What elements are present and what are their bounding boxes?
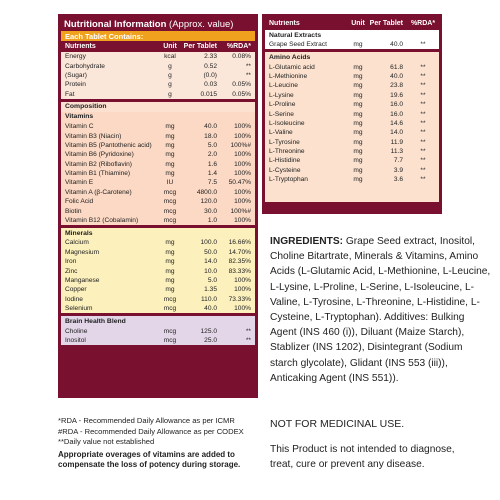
- table-row: [61, 276, 255, 285]
- nutrient-per-tablet: (0.0): [203, 71, 217, 79]
- nutrient-rda: 100%: [234, 160, 251, 168]
- nutrient-name: L-Isoleucine: [269, 119, 305, 127]
- nutrient-rda: 100%: [234, 170, 251, 178]
- nutrient-unit: mg: [165, 160, 175, 168]
- nutrient-per-tablet: 11.3: [390, 148, 403, 156]
- nutrient-unit: mcg: [163, 327, 177, 335]
- nutrient-per-tablet: 110.0: [200, 295, 217, 303]
- nutrient-per-tablet: 125.0: [200, 327, 217, 335]
- table-row: [265, 156, 439, 165]
- nutrient-rda: **: [420, 166, 426, 174]
- nutrient-unit: g: [168, 71, 172, 79]
- nutrient-unit: mg: [165, 258, 175, 266]
- nutrient-unit: mg: [165, 132, 175, 140]
- title-note: (Approx. value): [169, 19, 234, 30]
- nutrient-unit: mg: [353, 82, 363, 90]
- nutrient-per-tablet: 40.0: [204, 123, 217, 131]
- nutrient-unit: mg: [353, 129, 363, 137]
- nutrient-rda: 100%: [234, 123, 251, 131]
- vitamin-block: [61, 122, 255, 225]
- nutrient-unit: mg: [165, 170, 175, 178]
- nutrient-per-tablet: 0.015: [200, 90, 217, 98]
- nutrient-per-tablet: 14.0: [204, 258, 217, 266]
- nutrient-name: Inositol: [65, 336, 86, 344]
- nutrient-name: L-Valine: [269, 129, 293, 137]
- nutrient-per-tablet: 50.0: [204, 248, 217, 256]
- nutrient-name: Biotin: [65, 207, 82, 215]
- table-row: [265, 147, 439, 156]
- nutrient-rda: **: [420, 101, 426, 109]
- nutrient-rda: **: [245, 71, 251, 79]
- table-row: [265, 91, 439, 100]
- right-column-headers: [265, 17, 439, 30]
- nutrient-name: Energy: [65, 53, 86, 61]
- nutrient-per-tablet: 1.6: [207, 160, 217, 168]
- table-row: [61, 238, 255, 247]
- nutrient-per-tablet: 100.0: [200, 239, 217, 247]
- table-row: [61, 216, 255, 225]
- composition-label: Composition: [61, 102, 255, 112]
- energy-block: [61, 52, 255, 99]
- table-row: [61, 141, 255, 150]
- nutrient-unit: IU: [166, 179, 174, 187]
- nutrient-name: Carbohydrate: [65, 62, 105, 70]
- nutrient-rda: **: [420, 129, 426, 137]
- nutrient-name: Folic Acid: [65, 198, 94, 206]
- nutrient-unit: mg: [165, 141, 175, 149]
- nutrient-rda: **: [420, 176, 426, 184]
- nutrient-name: Copper: [65, 286, 87, 294]
- nutrient-per-tablet: 14.6: [390, 119, 403, 127]
- nutrient-rda: **: [420, 138, 426, 146]
- nutrient-unit: mg: [353, 63, 363, 71]
- nutrient-rda: 16.66%: [228, 239, 251, 247]
- nutrient-rda: 100%: [234, 188, 251, 196]
- nutrient-rda: 82.35%: [228, 258, 251, 266]
- nutrient-unit: mg: [165, 267, 175, 275]
- nutrient-unit: mg: [353, 157, 363, 165]
- table-row: [61, 197, 255, 206]
- table-row: [265, 166, 439, 175]
- table-row: [61, 122, 255, 131]
- nutrient-name: Vitamin B5 (Pantothenic acid): [65, 141, 152, 149]
- nutrient-name: Calcium: [65, 239, 89, 247]
- left-column-headers: [61, 41, 255, 52]
- table-row: [61, 160, 255, 169]
- nutrient-per-tablet: 25.0: [204, 336, 217, 344]
- nutrient-name: Vitamin B6 (Pyridoxine): [65, 151, 134, 159]
- nutrient-per-tablet: 1.35: [204, 286, 217, 294]
- nutrient-rda: **: [420, 63, 426, 71]
- each-tablet-subhead: Each Tablet Contains:: [61, 31, 255, 41]
- table-row: [61, 169, 255, 178]
- ingredients-body: Grape Seed extract, Inositol, Choline Bitartrate, Minerals & Vitamins, Amino Acids (L-Glutamic Acid, L-Methionine, L-Leucine, L-Lysine, L-Proline, L-Serine, L-Isoleucine, L-Valine, L-Tyrosine, L-Threonine, L-Histidine, L-Cysteine, L-Tryptophan). Additives: Bulking Agent (INS 460 (i)), Diluant (Maize Starch), Stablizer (INS 1202), Disintegrant (Sodium starch glycolate), Glidant (INS 553 (iii)), Anticaking Agent (INS 551)).: [270, 236, 491, 384]
- table-row: [265, 100, 439, 109]
- ingredients-text: [270, 234, 492, 386]
- nutrient-per-tablet: 2.33: [204, 53, 217, 61]
- vitamins-label: Vitamins: [61, 112, 255, 122]
- nutrient-unit: mcg: [163, 336, 177, 344]
- nutrient-per-tablet: 30.0: [204, 207, 217, 215]
- nutrient-per-tablet: 16.0: [390, 110, 403, 118]
- table-row: [61, 90, 255, 99]
- table-row: [61, 336, 255, 345]
- nutrient-name: Iodine: [65, 295, 83, 303]
- nutrient-per-tablet: 16.0: [390, 101, 403, 109]
- title-text: Nutritional Information: [64, 19, 167, 30]
- nutrient-per-tablet: 14.0: [390, 129, 403, 137]
- nutrient-unit: mg: [353, 41, 363, 49]
- header-nutrients-right: Nutrients: [269, 20, 300, 27]
- amino-block: [265, 62, 439, 202]
- nutrient-per-tablet: 7.7: [393, 157, 403, 165]
- nutrient-unit: mg: [165, 286, 175, 294]
- table-row: [61, 257, 255, 266]
- natural-block: [265, 40, 439, 49]
- footnote-icmr: *RDA - Recommended Daily Allowance as per ICMR: [58, 416, 235, 425]
- nutrient-rda: **: [420, 148, 426, 156]
- nutrient-rda: 0.05%: [232, 81, 251, 89]
- amino-acids-label: Amino Acids: [265, 52, 439, 62]
- nutrient-per-tablet: 120.0: [200, 198, 217, 206]
- nutrition-title: [61, 17, 255, 31]
- table-row: [61, 304, 255, 313]
- nutrient-name: L-Serine: [269, 110, 294, 118]
- nutrient-rda: 14.70%: [228, 248, 251, 256]
- nutrient-rda: **: [420, 91, 426, 99]
- nutrient-name: L-Tyrosine: [269, 138, 300, 146]
- nutrient-name: Vitamin C: [65, 123, 94, 131]
- table-row: [61, 188, 255, 197]
- nutrient-unit: mcg: [163, 295, 177, 303]
- nutrient-unit: mg: [353, 101, 363, 109]
- footnote-daily-value: **Daily value not established: [58, 437, 155, 446]
- nutrient-rda: 50.47%: [228, 179, 251, 187]
- nutrient-per-tablet: 5.0: [207, 277, 217, 284]
- nutrient-name: Iron: [65, 258, 77, 266]
- nutrient-name: L-Leucine: [269, 82, 298, 90]
- nutrient-rda: 0.08%: [232, 53, 251, 61]
- nutrient-unit: mcg: [163, 217, 177, 225]
- nutrient-name: Selenium: [65, 305, 93, 313]
- nutrient-rda: 83.33%: [228, 267, 251, 275]
- header-rda: %RDA*: [226, 43, 251, 50]
- nutrient-name: L-Methionine: [269, 72, 308, 80]
- table-row: [265, 109, 439, 118]
- nutrient-name: Vitamin B3 (Niacin): [65, 132, 122, 140]
- nutrient-rda: **: [420, 41, 426, 49]
- table-row: [61, 206, 255, 215]
- nutrient-name: L-Threonine: [269, 148, 305, 156]
- nutrient-name: L-Tryptophan: [269, 176, 308, 184]
- header-unit: Unit: [163, 43, 177, 50]
- table-row: [265, 128, 439, 137]
- table-row: [265, 81, 439, 90]
- nutrient-rda: 100%: [234, 217, 251, 225]
- nutrient-rda: 0.05%: [232, 90, 251, 98]
- table-row: [61, 295, 255, 304]
- nutrient-unit: mg: [353, 72, 363, 80]
- nutrient-unit: mg: [165, 248, 175, 256]
- brain-health-label: Brain Health Blend: [61, 316, 255, 326]
- footnote-overages: Appropriate overages of vitamins are added to compensate the loss of potency during storage.: [58, 449, 241, 469]
- nutrient-name: Vitamin A (β-Carotene): [65, 188, 132, 196]
- nutrient-unit: mg: [353, 148, 363, 156]
- nutrition-table-right: [262, 14, 442, 214]
- table-row: [265, 175, 439, 184]
- table-row: [61, 266, 255, 275]
- nutrient-per-tablet: 3.6: [393, 176, 403, 184]
- nutrient-per-tablet: 5.0: [207, 141, 217, 149]
- nutrient-per-tablet: 2.0: [207, 151, 217, 159]
- nutrient-name: Choline: [65, 327, 88, 335]
- nutrient-per-tablet: 19.6: [390, 91, 403, 99]
- nutrient-rda: **: [420, 119, 426, 127]
- nutrient-rda: 100%: [234, 305, 251, 313]
- nutrient-per-tablet: 18.0: [204, 132, 217, 140]
- nutrient-unit: g: [168, 62, 172, 70]
- table-row: [61, 80, 255, 89]
- nutrient-rda: **: [420, 72, 426, 80]
- nutrient-unit: mg: [353, 110, 363, 118]
- nutrient-unit: mcg: [163, 188, 177, 196]
- nutrient-unit: mg: [353, 138, 363, 146]
- nutrient-unit: mg: [165, 151, 175, 159]
- header-per-tablet: Per Tablet: [183, 43, 217, 50]
- nutrient-rda: 100%#: [230, 141, 251, 149]
- table-row: [265, 119, 439, 128]
- nutrient-name: (Sugar): [65, 71, 87, 79]
- nutrient-rda: 100%: [234, 132, 251, 140]
- nutrient-name: L-Histidine: [269, 157, 301, 165]
- table-row: [61, 285, 255, 294]
- footnotes: [58, 416, 263, 470]
- natural-extracts-label: Natural Extracts: [265, 30, 439, 40]
- nutrient-unit: mg: [165, 239, 175, 247]
- nutrient-per-tablet: 4800.0: [196, 188, 217, 196]
- table-row: [61, 150, 255, 159]
- nutrient-per-tablet: 3.9: [393, 166, 403, 174]
- table-row: [61, 61, 255, 70]
- nutrient-name: L-Lysine: [269, 91, 294, 99]
- nutrient-rda: **: [420, 110, 426, 118]
- nutrient-per-tablet: 11.9: [390, 138, 403, 146]
- nutrient-per-tablet: 40.0: [204, 305, 217, 313]
- nutrient-unit: g: [168, 81, 172, 89]
- nutrient-name: Protein: [65, 81, 86, 89]
- table-row: [61, 71, 255, 80]
- header-per-tablet-right: Per Tablet: [369, 20, 403, 27]
- nutrient-per-tablet: 0.52: [204, 62, 217, 70]
- header-rda-right: %RDA*: [410, 20, 436, 27]
- mineral-block: [61, 238, 255, 313]
- nutrient-unit: mg: [165, 123, 175, 131]
- nutrient-per-tablet: 1.0: [207, 217, 217, 225]
- nutrient-per-tablet: 0.03: [204, 81, 217, 89]
- nutrient-per-tablet: 10.0: [204, 267, 217, 275]
- nutrient-name: Manganese: [65, 277, 100, 284]
- header-nutrients: Nutrients: [65, 43, 96, 50]
- nutrient-name: Vitamin B12 (Cobalamin): [65, 217, 139, 225]
- nutrient-rda: 100%#: [230, 207, 251, 215]
- nutrient-unit: kcal: [164, 53, 176, 61]
- nutrient-rda: 100%: [234, 277, 251, 284]
- nutrient-name: Magnesium: [65, 248, 100, 256]
- table-row: [265, 40, 439, 49]
- nutrient-rda: **: [245, 336, 251, 344]
- table-row: [61, 326, 255, 335]
- nutrient-name: L-Proline: [269, 101, 296, 109]
- nutrient-rda: 100%: [234, 151, 251, 159]
- not-medicinal-notice: NOT FOR MEDICINAL USE.: [270, 418, 405, 430]
- nutrient-rda: **: [245, 327, 251, 335]
- nutrient-name: Vitamin B1 (Thiamine): [65, 170, 131, 178]
- nutrient-name: Grape Seed Extract: [269, 41, 327, 49]
- nutrient-name: L-Cysteine: [269, 166, 301, 174]
- nutrient-unit: mg: [353, 166, 363, 174]
- footnote-codex: #RDA - Recommended Daily Allowance as per CODEX: [58, 426, 244, 436]
- nutrient-per-tablet: 61.8: [390, 63, 403, 71]
- nutrient-rda: 100%: [234, 198, 251, 206]
- nutrient-rda: **: [420, 157, 426, 165]
- nutrient-rda: **: [420, 82, 426, 90]
- nutrition-table-left: [58, 14, 258, 398]
- table-row: [61, 131, 255, 140]
- nutrient-unit: mg: [353, 176, 363, 184]
- minerals-label: Minerals: [61, 228, 255, 238]
- nutrient-per-tablet: 23.8: [390, 82, 403, 90]
- nutrient-unit: mg: [353, 119, 363, 127]
- table-row: [265, 62, 439, 71]
- nutrient-per-tablet: 1.4: [207, 170, 217, 178]
- nutrient-rda: 100%: [234, 286, 251, 294]
- nutrient-per-tablet: 40.0: [390, 41, 403, 49]
- nutrient-per-tablet: 40.0: [390, 72, 403, 80]
- disclaimer-text: This Product is not intended to diagnose, treat, cure or prevent any disease.: [270, 444, 455, 470]
- brain-block: [61, 326, 255, 345]
- nutrient-name: L-Glutamic acid: [269, 63, 315, 71]
- nutrient-unit: mcg: [163, 305, 177, 313]
- nutrient-unit: mcg: [163, 198, 177, 206]
- nutrient-rda: 73.33%: [228, 295, 251, 303]
- nutrient-unit: mg: [353, 91, 363, 99]
- table-row: [265, 72, 439, 81]
- nutrient-name: Fat: [65, 90, 75, 98]
- table-row: [61, 248, 255, 257]
- table-row: [61, 178, 255, 187]
- nutrient-unit: g: [168, 90, 172, 98]
- ingredients-label: INGREDIENTS:: [270, 236, 344, 247]
- nutrient-per-tablet: 7.5: [207, 179, 217, 187]
- nutrient-unit: mcg: [163, 207, 177, 215]
- header-unit-right: Unit: [351, 20, 365, 27]
- table-row: [265, 138, 439, 147]
- nutrient-name: Vitamin B2 (Riboflavin): [65, 160, 132, 168]
- nutrient-rda: **: [245, 62, 251, 70]
- nutrient-name: Zinc: [65, 267, 78, 275]
- nutrient-name: Vitamin E: [65, 179, 94, 187]
- nutrient-unit: mg: [165, 277, 175, 284]
- table-row: [61, 52, 255, 61]
